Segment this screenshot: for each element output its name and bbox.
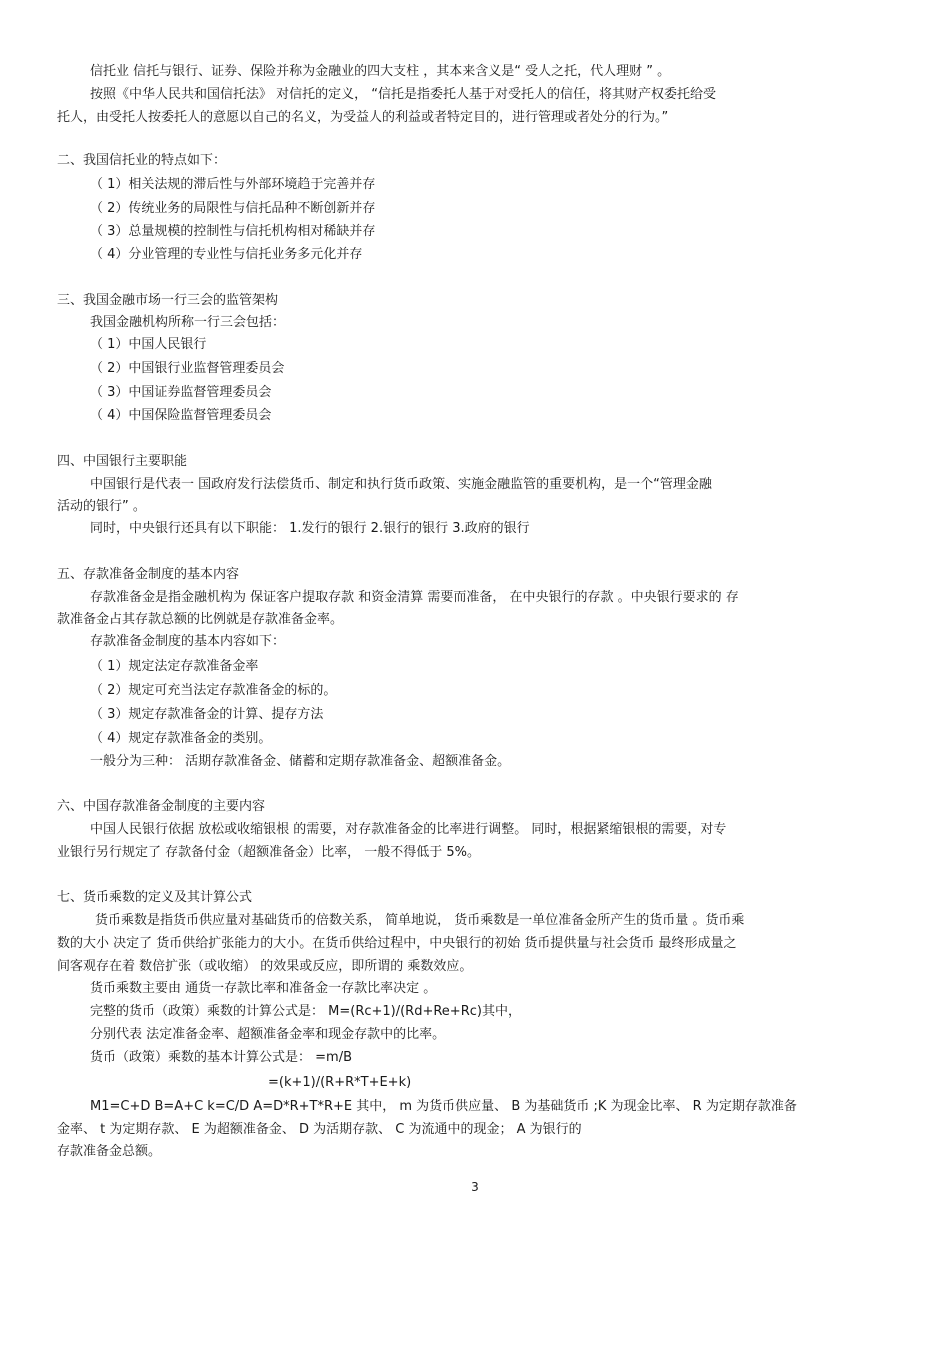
section-7-basic-formula: 货币（政策）乘数的基本计算公式是： =m/B [90,1050,352,1065]
section-4-functions: 同时，中央银行还具有以下职能： 1.发行的银行 2.银行的银行 3.政府的银行 [90,521,530,536]
section-5-intro: 存款准备金制度的基本内容如下： [90,634,286,649]
section-5-item-4: （ 4）规定存款准备金的类别。 [90,731,272,746]
section-2-item-3: （ 3）总量规模的控制性与信托机构相对稀缺并存 [90,224,376,239]
section-7-definitions-line-1: M1=C+D B=A+C k=C/D A=D*R+T*R+E 其中， m 为货币供应量、 B 为基础货币 ;K 为现金比率、 R 为定期存款准备 [90,1099,797,1114]
section-5-heading: 五、存款准备金制度的基本内容 [57,567,240,582]
section-7-definitions-line-3: 存款准备金总额。 [57,1144,162,1159]
section-3-heading: 三、我国金融市场一行三会的监管架构 [57,293,279,308]
section-7-paragraph-1-line-3: 间客观存在着 数倍扩张（或收缩） 的效果或反应，即所谓的 乘数效应。 [57,959,473,974]
section-4-paragraph-1-line-2: 活动的银行” 。 [57,499,146,514]
section-2-item-1: （ 1）相关法规的滞后性与外部环境趋于完善并存 [90,177,376,192]
section-7-paragraph-1-line-2: 数的大小 决定了 货币供给扩张能力的大小。在货币供给过程中，中央银行的初始 货币提供量与社会货币 最终形成量之 [57,936,737,951]
section-3-item-4: （ 4）中国保险监督管理委员会 [90,408,272,423]
section-5-item-2: （ 2）规定可充当法定存款准备金的标的。 [90,683,337,698]
section-7-determinants: 货币乘数主要由 通货一存款比率和准备金一存款比率决定 。 [90,981,437,996]
intro-paragraph-1: 信托业 信托与银行、证券、保险并称为金融业的四大支柱 ，其本来含义是“ 受人之托，代人理财 ” 。 [90,64,671,79]
section-2-item-2: （ 2）传统业务的局限性与信托品种不断创新并存 [90,201,376,216]
section-6-heading: 六、中国存款准备金制度的主要内容 [57,799,266,814]
section-7-full-formula: 完整的货币（政策）乘数的计算公式是： M=(Rc+1)/(Rd+Re+Rc)其中， [90,1004,521,1019]
intro-paragraph-2-line-1: 按照《中华人民共和国信托法》 对信托的定义， “信托是指委托人基于对受托人的信任，将其财产权委托给受 [90,87,717,102]
section-5-item-3: （ 3）规定存款准备金的计算、提存方法 [90,707,324,722]
section-4-heading: 四、中国银行主要职能 [57,454,188,469]
section-5-item-1: （ 1）规定法定存款准备金率 [90,659,259,674]
section-6-paragraph-line-2: 业银行另行规定了 存款备付金（超额准备金）比率， 一般不得低于 5%。 [57,845,481,860]
section-2-heading: 二、我国信托业的特点如下： [57,153,227,168]
section-5-outro: 一般分为三种： 活期存款准备金、储蓄和定期存款准备金、超额准备金。 [90,754,511,769]
section-7-paragraph-1-line-1: 货币乘数是指货币供应量对基础货币的倍数关系， 简单地说， 货币乘数是一单位准备金所产生的货币量 。货币乘 [95,913,745,928]
section-4-paragraph-1-line-1: 中国银行是代表一 国政府发行法偿货币、制定和执行货币政策、实施金融监管的重要机构，是一个“管理金融 [90,477,712,492]
section-5-paragraph-1-line-1: 存款准备金是指金融机构为 保证客户提取存款 和资金清算 需要而准备， 在中央银行的存款 。中央银行要求的 存 [90,590,739,605]
section-7-heading: 七、货币乘数的定义及其计算公式 [57,890,253,905]
section-3-item-2: （ 2）中国银行业监督管理委员会 [90,361,285,376]
section-7-formula-terms: 分别代表 法定准备金率、超额准备金率和现金存款中的比率。 [90,1027,446,1042]
page-number: 3 [471,1180,479,1194]
section-7-definitions-line-2: 金率、 t 为定期存款、 E 为超额准备金、 D 为活期存款、 C 为流通中的现金； A 为银行的 [57,1122,582,1137]
intro-paragraph-2-line-2: 托人，由受托人按委托人的意愿以自己的名义，为受益人的利益或者特定目的，进行管理或者处分的行为。” [57,110,669,125]
section-2-item-4: （ 4）分业管理的专业性与信托业务多元化并存 [90,247,363,262]
section-7-basic-formula-expansion: =(k+1)/(R+R*T+E+k) [268,1075,412,1090]
section-6-paragraph-line-1: 中国人民银行依据 放松或收缩银根 的需要，对存款准备金的比率进行调整。 同时，根据紧缩银根的需要，对专 [90,822,727,837]
section-3-item-1: （ 1）中国人民银行 [90,337,207,352]
section-5-paragraph-1-line-2: 款准备金占其存款总额的比例就是存款准备金率。 [57,612,344,627]
section-3-intro: 我国金融机构所称一行三会包括： [90,315,286,330]
section-3-item-3: （ 3）中国证券监督管理委员会 [90,385,272,400]
